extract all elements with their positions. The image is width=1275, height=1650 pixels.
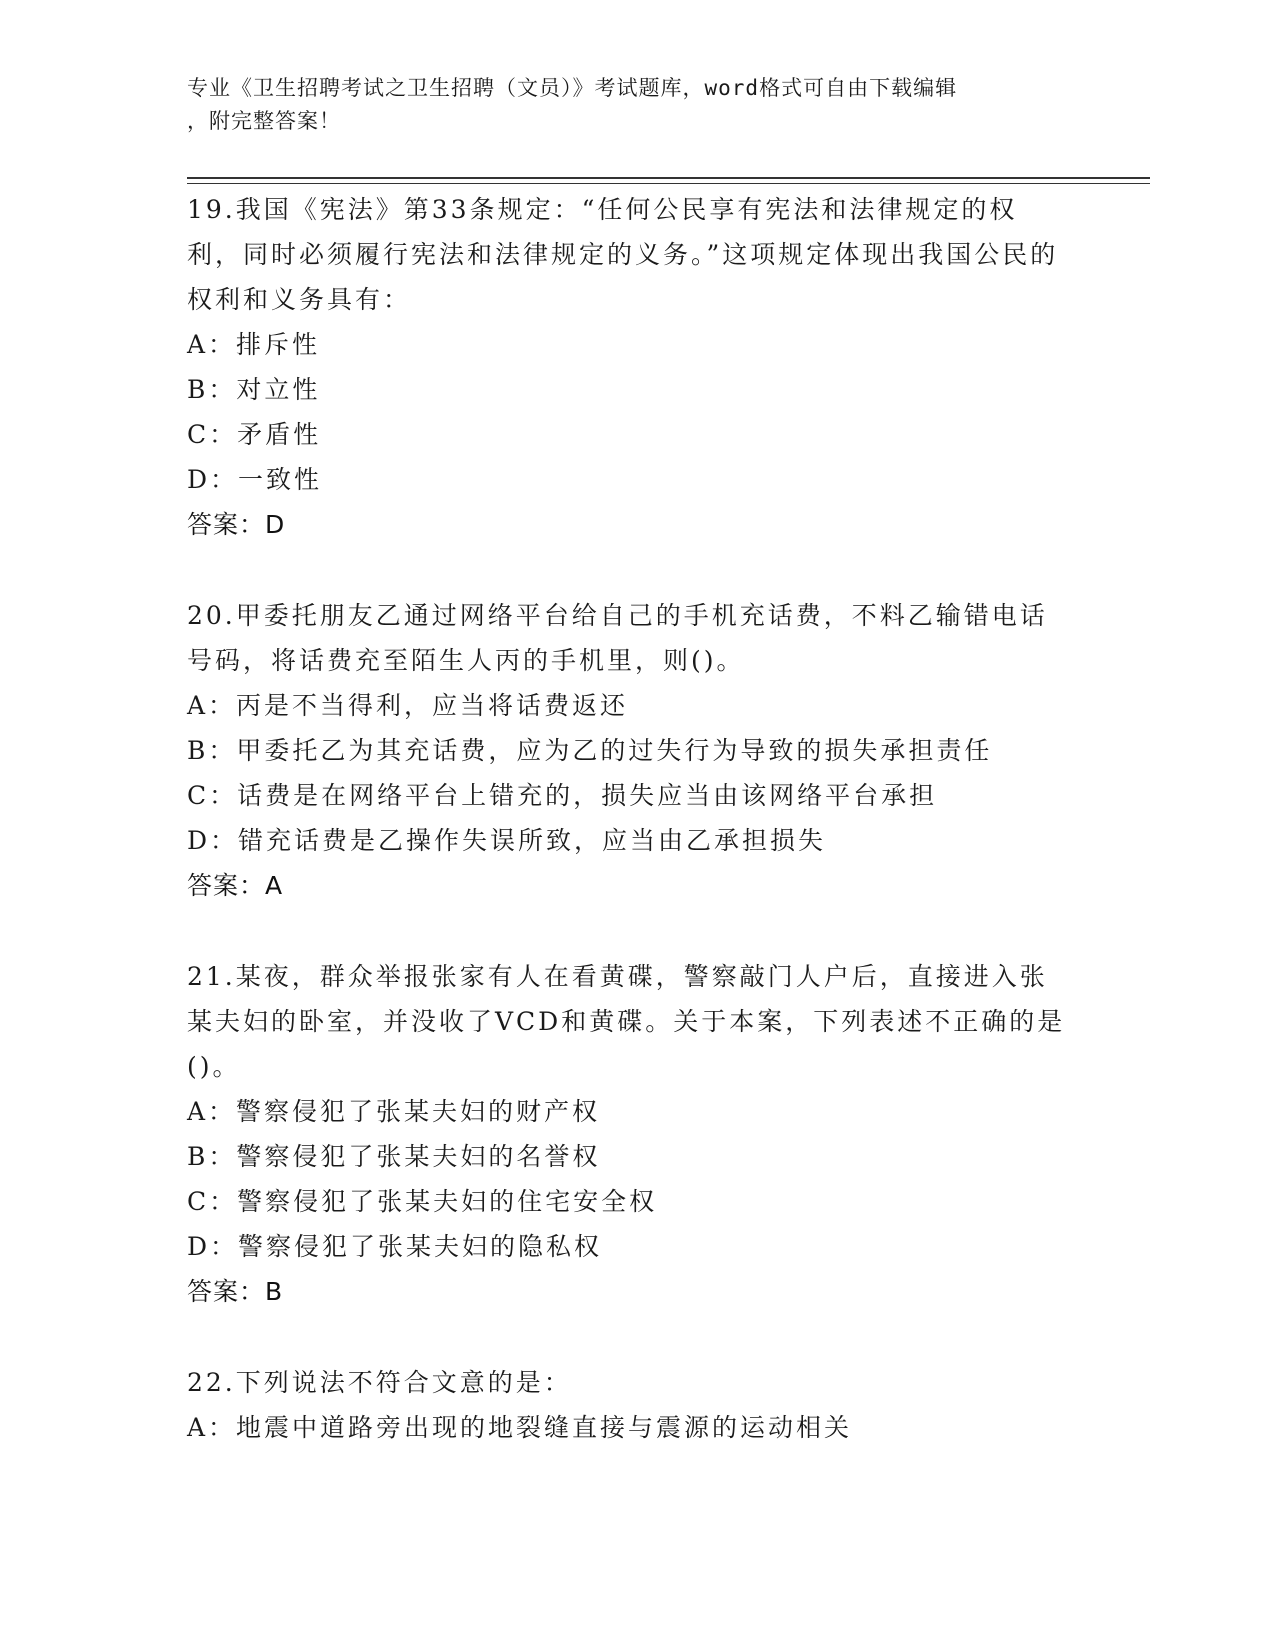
option-c: C：矛盾性 [187,420,322,449]
option-b: B：警察侵犯了张某夫妇的名誉权 [187,1142,601,1171]
question-text: 19.我国《宪法》第33条规定：“任何公民享有宪法和法律规定的权利，同时必须履行宪法和法律规定的义务。”这项规定体现出我国公民的权利和义务具有： [187,195,1059,314]
option-b: B：甲委托乙为其充话费，应为乙的过失行为导致的损失承担责任 [187,736,993,765]
question-text: 21.某夜，群众举报张家有人在看黄碟，警察敲门人户后，直接进入张某夫妇的卧室，并没收了VCD和黄碟。关于本案，下列表述不正确的是()。 [187,962,1066,1081]
option-c: C：警察侵犯了张某夫妇的住宅安全权 [187,1187,658,1216]
header-line-1: 专业《卫生招聘考试之卫生招聘（文员）》考试题库，word格式可自由下载编辑 [187,76,958,100]
question-22 [187,1360,1067,1450]
option-c: C：话费是在网络平台上错充的，损失应当由该网络平台承担 [187,781,938,810]
question-19 [187,187,1067,547]
document-header [187,72,1067,138]
question-21 [187,954,1067,1314]
option-d: D：一致性 [187,465,323,494]
question-text: 22.下列说法不符合文意的是： [187,1368,572,1397]
option-a: A：丙是不当得利，应当将话费返还 [187,691,629,720]
question-20 [187,593,1067,908]
option-a: A：警察侵犯了张某夫妇的财产权 [187,1097,601,1126]
option-b: B：对立性 [187,375,321,404]
answer-line: 答案：D [187,510,286,539]
option-d: D：警察侵犯了张某夫妇的隐私权 [187,1232,603,1261]
option-a: A：排斥性 [187,330,321,359]
header-line-2: ，附完整答案！ [187,109,341,133]
header-divider-thin [187,183,1150,184]
answer-line: 答案：A [187,871,284,900]
option-d: D：错充话费是乙操作失误所致，应当由乙承担损失 [187,826,827,855]
question-text: 20.甲委托朋友乙通过网络平台给自己的手机充话费，不料乙输错电话号码，将话费充至陌生人丙的手机里，则()。 [187,601,1048,675]
option-a: A：地震中道路旁出现的地裂缝直接与震源的运动相关 [187,1413,853,1442]
header-divider-thick [187,177,1150,179]
question-list [187,187,1067,1496]
answer-line: 答案：B [187,1277,284,1306]
